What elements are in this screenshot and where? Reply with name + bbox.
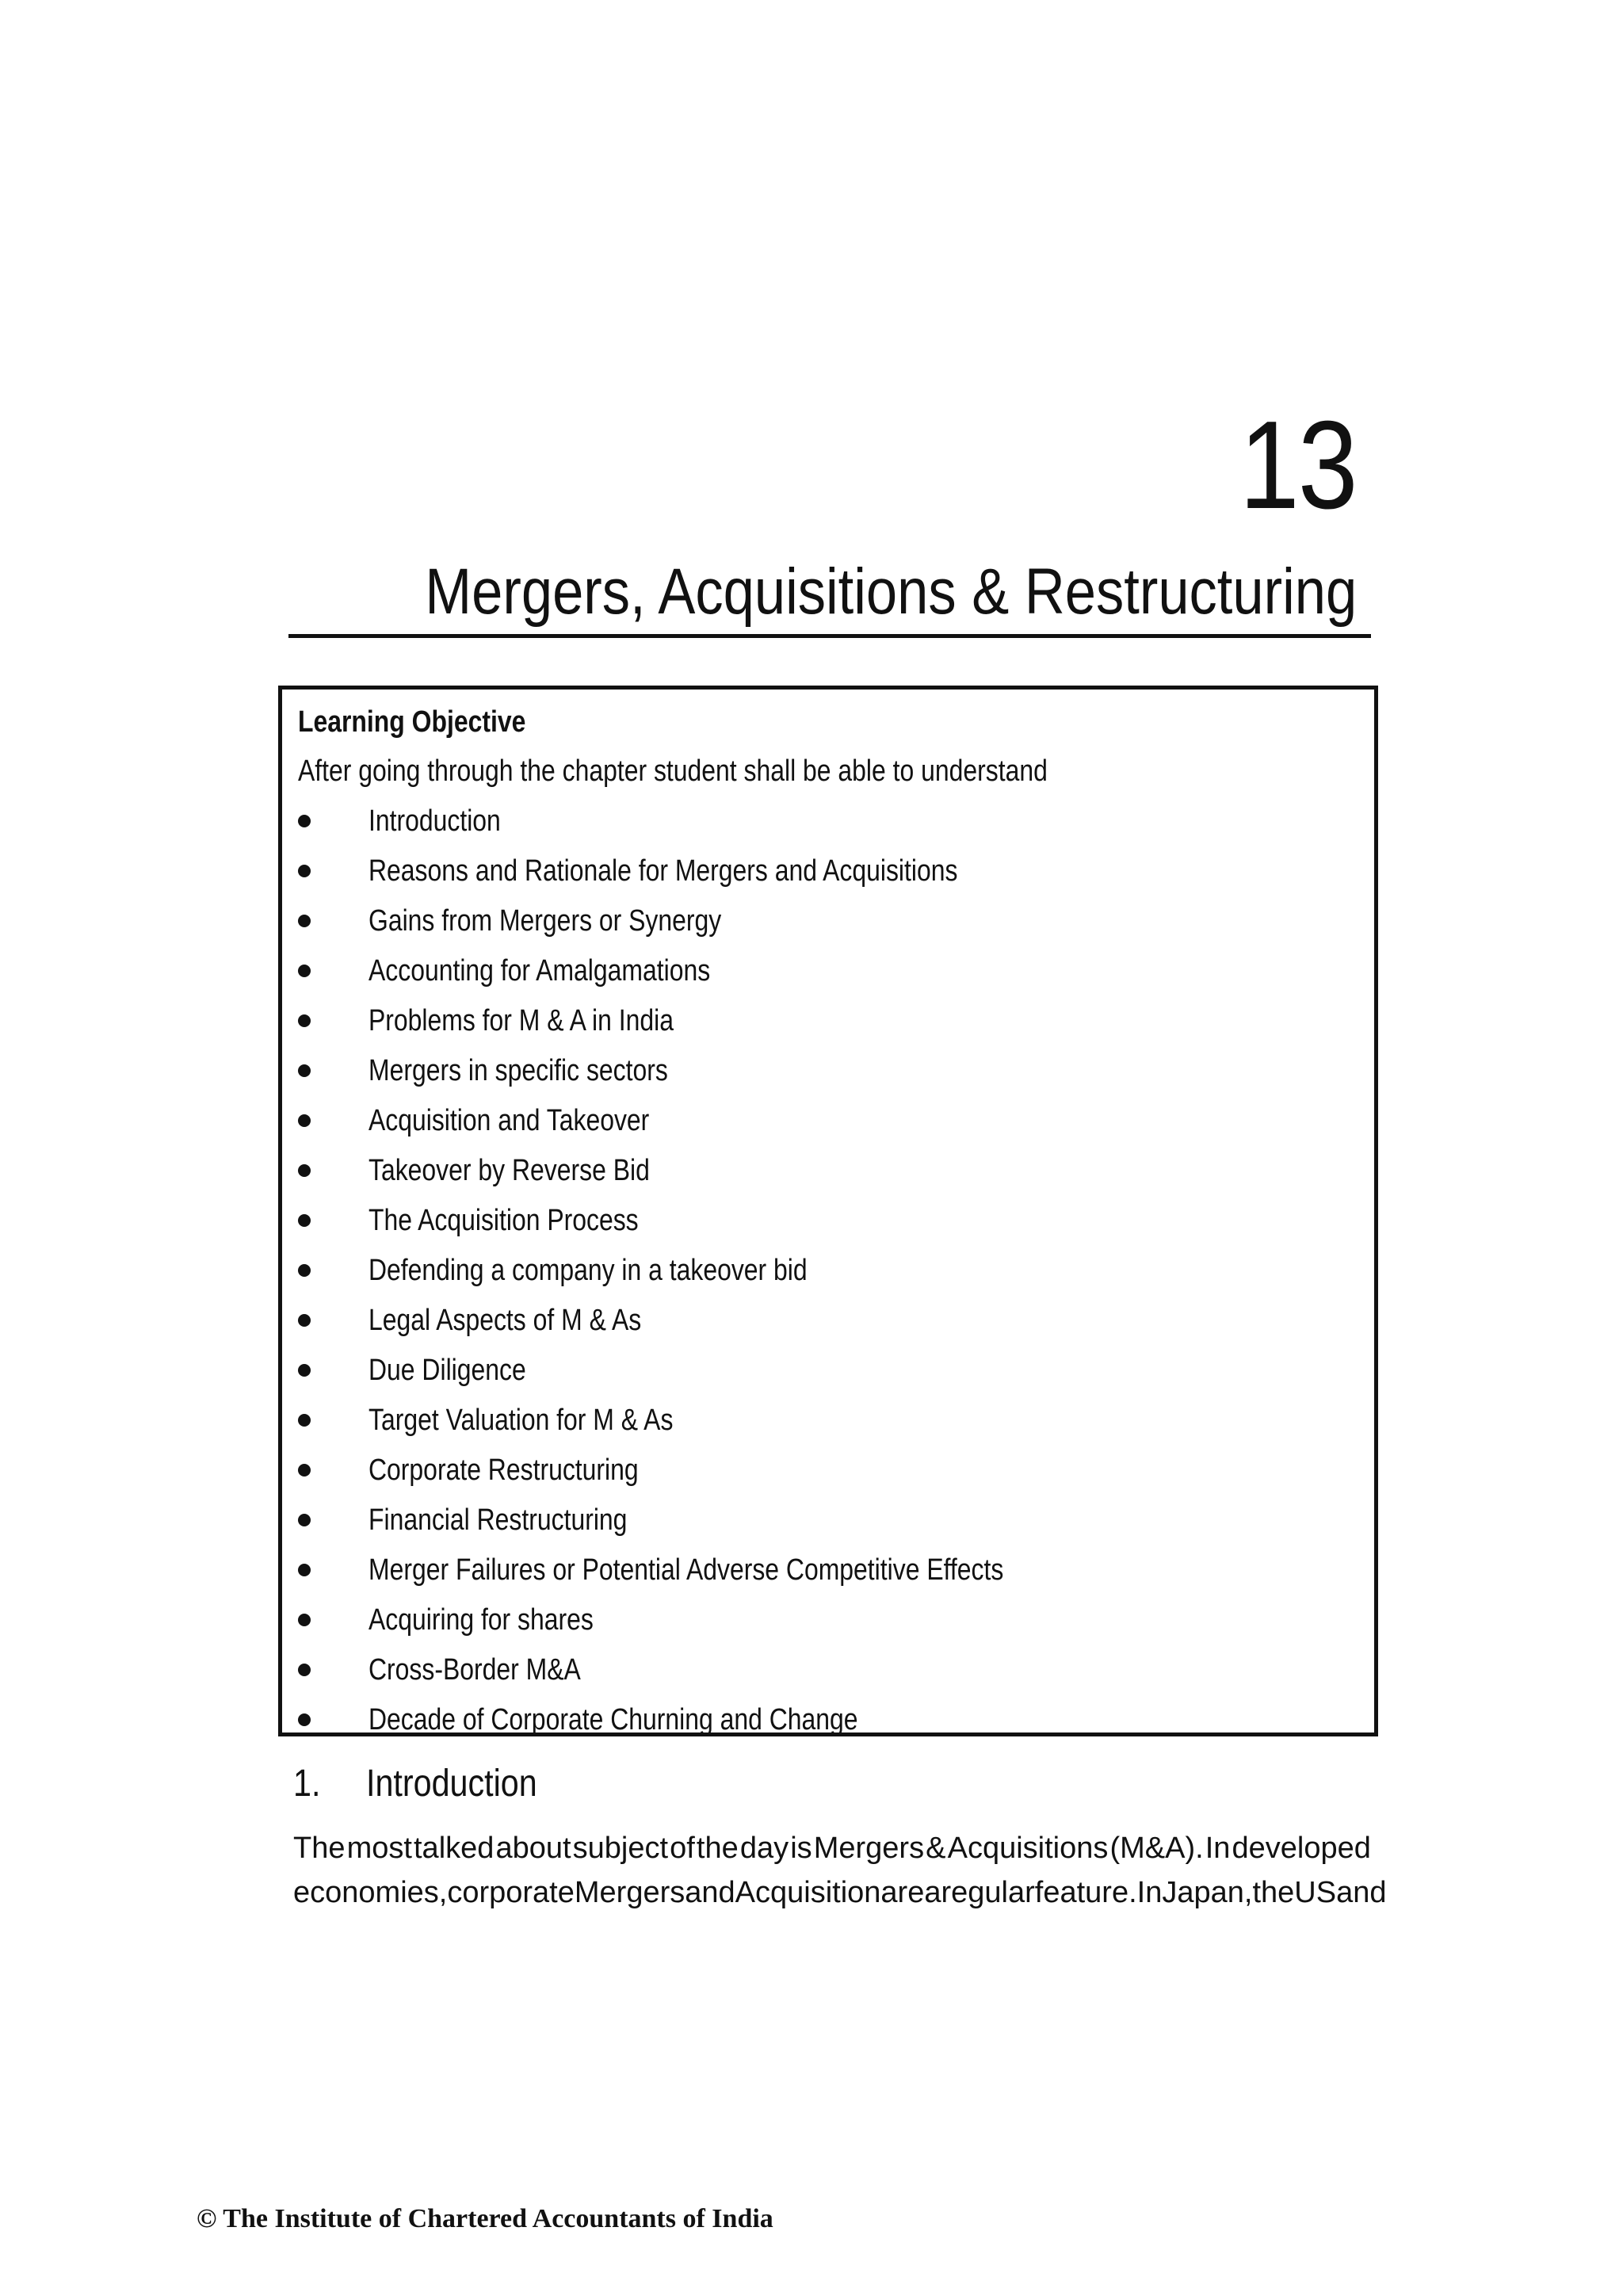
bullet-icon: [298, 915, 311, 927]
objective-item-label: Accounting for Amalgamations: [369, 954, 711, 988]
section-number: 1.: [293, 1763, 321, 1805]
objective-item-label: Decade of Corporate Churning and Change: [369, 1703, 858, 1736]
objective-item-label: Acquiring for shares: [369, 1603, 594, 1637]
bullet-icon: [298, 1264, 311, 1277]
title-underline: [288, 634, 1371, 638]
bullet-icon: [298, 1614, 311, 1626]
bullet-icon: [298, 1214, 311, 1227]
objective-item-label: Acquisition and Takeover: [369, 1104, 650, 1137]
bullet-icon: [298, 1314, 311, 1327]
learning-objective-box: [278, 686, 1378, 1736]
bullet-icon: [298, 1064, 311, 1077]
bullet-icon: [298, 965, 311, 977]
intro-paragraph-line: The most talked about subject of the day is Mergers & Acquisitions (M&A). In developed: [293, 1832, 1371, 1865]
learning-objective-heading: Learning Objective: [298, 705, 526, 739]
bullet-icon: [298, 1014, 311, 1027]
objective-item-label: Financial Restructuring: [369, 1503, 628, 1537]
bullet-icon: [298, 1514, 311, 1526]
intro-paragraph-line: economies, corporate Mergers and Acquisition are a regular feature. In Japan, the US and: [293, 1876, 1387, 1909]
bullet-icon: [298, 1364, 311, 1377]
bullet-icon: [298, 815, 311, 827]
bullet-icon: [298, 1664, 311, 1676]
objective-item-label: Introduction: [369, 804, 501, 838]
section-title: Introduction: [366, 1763, 537, 1805]
objective-item-label: Legal Aspects of M & As: [369, 1304, 642, 1337]
bullet-icon: [298, 1713, 311, 1726]
objective-item-label: Due Diligence: [369, 1354, 526, 1387]
bullet-icon: [298, 1414, 311, 1427]
objective-item-label: Merger Failures or Potential Adverse Competitive Effects: [369, 1553, 1004, 1587]
chapter-title: Mergers, Acquisitions & Restructuring: [425, 556, 1357, 628]
bullet-icon: [298, 865, 311, 877]
objective-item-label: Gains from Mergers or Synergy: [369, 904, 722, 938]
objective-item-label: Mergers in specific sectors: [369, 1054, 668, 1087]
footer-copyright: © The Institute of Chartered Accountants of India: [197, 2204, 773, 2233]
objective-item-label: The Acquisition Process: [369, 1204, 639, 1237]
bullet-icon: [298, 1564, 311, 1576]
chapter-number: 13: [1239, 395, 1357, 535]
objective-item-label: Target Valuation for M & As: [369, 1404, 674, 1437]
objective-item-label: Cross-Border M&A: [369, 1653, 581, 1687]
objective-item-label: Reasons and Rationale for Mergers and Acquisitions: [369, 854, 958, 888]
learning-objective-intro: After going through the chapter student shall be able to understand: [298, 755, 1048, 788]
objective-item-label: Defending a company in a takeover bid: [369, 1254, 808, 1287]
objective-item-label: Problems for M & A in India: [369, 1004, 674, 1037]
bullet-icon: [298, 1114, 311, 1127]
bullet-icon: [298, 1464, 311, 1477]
objective-item-label: Takeover by Reverse Bid: [369, 1154, 650, 1187]
objective-item-label: Corporate Restructuring: [369, 1454, 639, 1487]
bullet-icon: [298, 1164, 311, 1177]
